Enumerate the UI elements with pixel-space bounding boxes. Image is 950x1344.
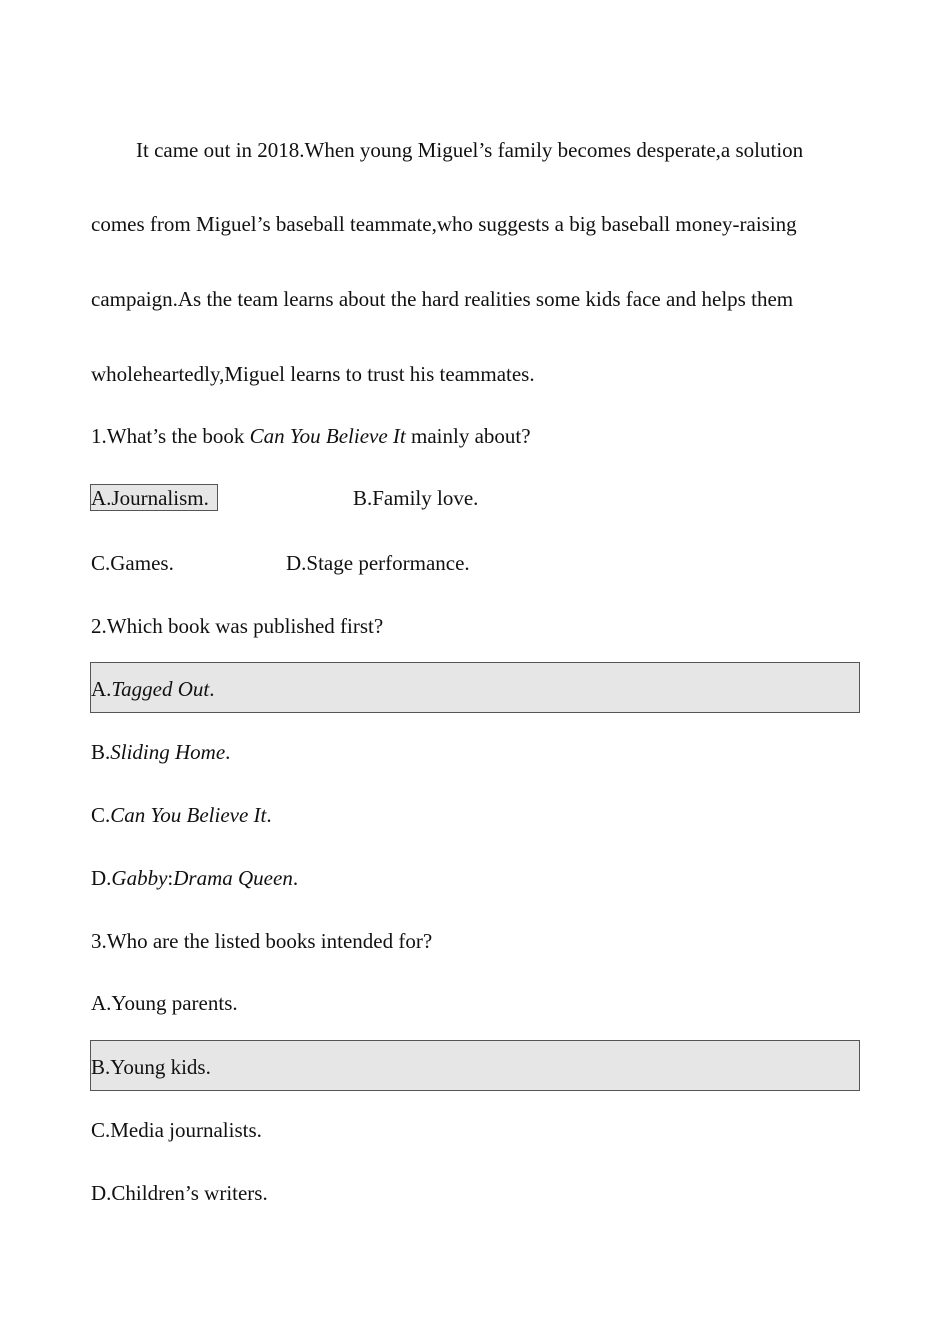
q2-option-a[interactable] [91,676,215,702]
passage-line-2: comes from Miguel’s baseball teammate,who suggests a big baseball money-raising [91,212,797,236]
q1-option-d[interactable]: D.Stage performance. [286,551,470,575]
q3-option-d[interactable]: D.Children’s writers. [91,1181,268,1205]
q2-option-d-title-2: Drama Queen [173,866,293,890]
question-2: 2.Which book was published first? [91,614,384,638]
q2-option-b-end: . [225,740,231,764]
q2-option-c-end: . [266,803,272,827]
q2-option-c-title: Can You Believe It [110,803,267,827]
q2-option-b-title: Sliding Home [110,740,226,764]
q3-option-c[interactable]: C.Media journalists. [91,1118,262,1142]
q1-option-a[interactable]: A.Journalism. [91,486,209,510]
q2-option-d-title-1: Gabby [111,866,168,890]
question-1-prefix: 1.What’s the book [91,424,250,448]
q2-option-a-end: . [209,677,215,701]
question-1 [91,423,531,449]
q2-option-a-title: Tagged Out [111,677,210,701]
q3-option-b[interactable]: B.Young kids. [91,1055,211,1079]
q1-option-b[interactable]: B.Family love. [353,486,479,510]
q3-option-a[interactable]: A.Young parents. [91,991,238,1015]
q2-option-c[interactable] [91,802,272,828]
q1-option-c[interactable]: C.Games. [91,551,174,575]
passage-line-4: wholeheartedly,Miguel learns to trust his teammates. [91,362,535,386]
q2-option-d-end: . [292,866,299,890]
q2-option-d-colon: : [167,866,174,890]
q2-option-d-letter: D. [91,866,112,890]
question-1-book-title: Can You Believe It [249,424,406,448]
q2-option-a-letter: A. [91,677,112,701]
passage-line-1: It came out in 2018.When young Miguel’s family becomes desperate,a solution [136,138,804,162]
passage-line-3: campaign.As the team learns about the hard realities some kids face and helps them [91,287,794,311]
q2-option-d[interactable] [91,865,298,891]
question-3: 3.Who are the listed books intended for? [91,929,433,953]
q2-option-b[interactable] [91,739,230,765]
question-1-suffix: mainly about? [405,424,531,448]
q2-option-c-letter: C. [91,803,111,827]
q2-option-b-letter: B. [91,740,111,764]
